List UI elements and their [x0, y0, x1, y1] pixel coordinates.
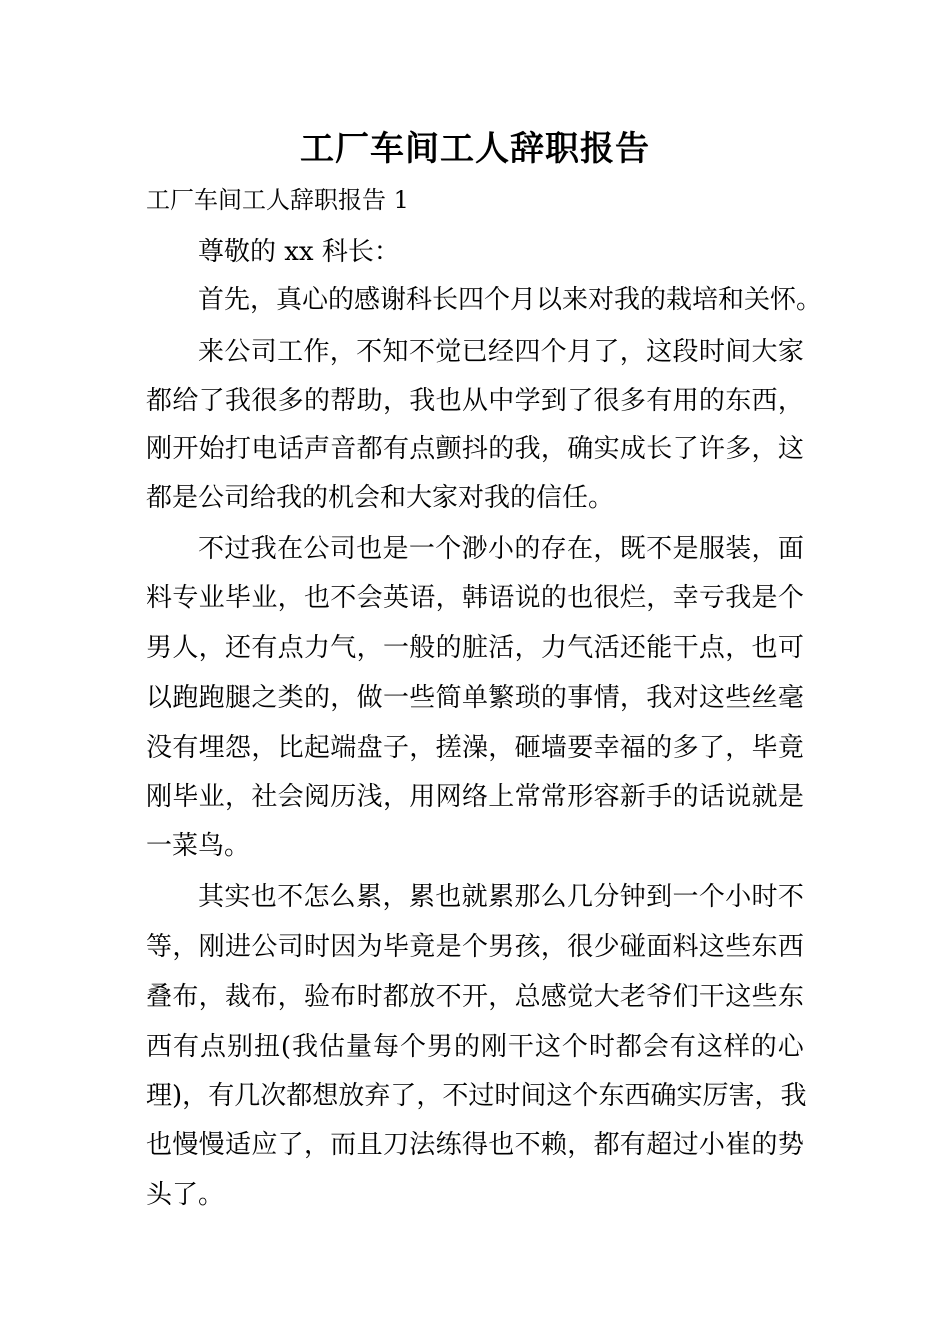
paragraph-line: 其 实 也 不 怎 么 累 ， 累 也 就 累 那 么 几 分 钟 到 一 个 小 时 不: [198, 882, 804, 912]
salutation-line: 尊敬的 xx 科长：: [198, 237, 400, 267]
paragraph-line: 都是公司给我的机会和大家对我的信任。: [146, 483, 615, 513]
paragraph-line: 没 有 埋 怨 ， 比 起 端 盘 子 ， 搓 澡 ， 砸 墙 要 幸 福 的 多 了 ， 毕 竟: [146, 733, 804, 763]
paragraph-line: 料 专 业 毕 业 ， 也 不 会 英 语 ， 韩 语 说 的 也 很 烂 ， 幸 亏 我 是 个: [146, 583, 804, 613]
document-subtitle: 工厂车间工人辞职报告 1: [146, 186, 409, 214]
paragraph-line: 首先，真心的感谢科长四个月以来对我的栽培和关怀。: [198, 285, 823, 315]
paragraph-line: 刚 开 始 打 电 话 声 音 都 有 点 颤 抖 的 我 ， 确 实 成 长 了 许 多 ， 这: [146, 434, 804, 464]
paragraph-line: 男 人 ， 还 有 点 力 气 ， 一 般 的 脏 活 ， 力 气 活 还 能 干 点 ， 也 可: [146, 633, 804, 663]
paragraph-line: 也 慢 慢 适 应 了 ， 而 且 刀 法 练 得 也 不 赖 ， 都 有 超 过 小 崔 的 势: [146, 1130, 804, 1160]
paragraph-line: 刚 毕 业 ， 社 会 阅 历 浅 ， 用 网 络 上 常 常 形 容 新 手 的 话 说 就 是: [146, 782, 804, 812]
paragraph-line: 西 有 点 别 扭 ( 我 估 量 每 个 男 的 刚 干 这 个 时 都 会 有 这 样 的 心: [146, 1032, 804, 1062]
paragraph-line: 叠 布 ， 裁 布 ， 验 布 时 都 放 不 开 ， 总 感 觉 大 老 爷 们 干 这 些 东: [146, 982, 804, 1012]
paragraph-line: 一菜鸟。: [146, 831, 251, 861]
paragraph-line: 等 ， 刚 进 公 司 时 因 为 毕 竟 是 个 男 孩 ， 很 少 碰 面 料 这 些 东 西: [146, 932, 804, 962]
document-title: 工厂车间工人辞职报告: [300, 129, 650, 169]
paragraph-line: 来 公 司 工 作 ， 不 知 不 觉 已 经 四 个 月 了 ， 这 段 时 间 大 家: [198, 337, 804, 367]
paragraph-line: 不 过 我 在 公 司 也 是 一 个 渺 小 的 存 在 ， 既 不 是 服 装 ， 面: [198, 534, 804, 564]
paragraph-line: 都 给 了 我 很 多 的 帮 助 ， 我 也 从 中 学 到 了 很 多 有 用 的 东 西 ，: [146, 386, 804, 416]
paragraph-line: 理 ) ， 有 几 次 都 想 放 弃 了 ， 不 过 时 间 这 个 东 西 确 实 厉 害 ， 我: [146, 1081, 807, 1111]
paragraph-line: 头了。: [146, 1180, 225, 1210]
paragraph-line: 以 跑 跑 腿 之 类 的 ， 做 一 些 简 单 繁 琐 的 事 情 ， 我 对 这 些 丝 毫: [146, 683, 804, 713]
